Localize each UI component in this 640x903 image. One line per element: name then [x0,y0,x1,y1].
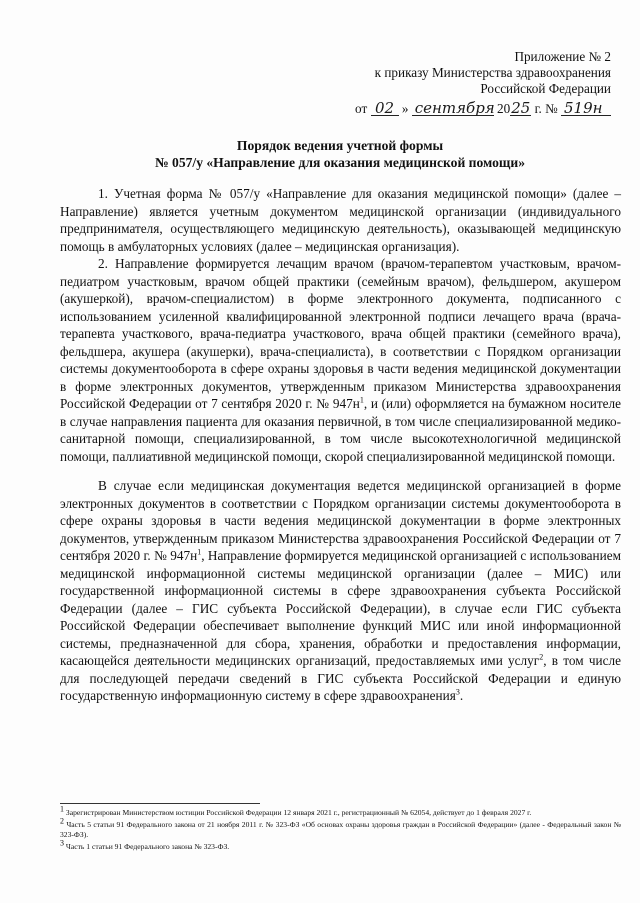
appendix-order-ref: к приказу Министерства здравоохранения [374,65,611,80]
paragraph-1: 1. Учетная форма № 057/у «Направление для оказания медицинской помощи» (далее – Направление) является учетным документом медицинской организации (индивидуального предпринимателя, осуществляющего медицинскую деятельность), оказывающей медицинскую помощь в амбулаторных условиях (далее – медицинская организация). [60,186,621,254]
appendix-header [311,49,611,117]
paragraph-3-text-a: В случае если медицинская документация ведется медицинской организацией в форме электронных документов в соответствии с Порядком организации системы документооборота в сфере охраны здоровья в части ведения медицинской документации в форме электронных документов, утвержденным приказом Министерства здравоохранения Российской Федерации от 7 сентября 2020 г. № 947н [60,478,621,563]
paragraph-3-text-b: , Направление формируется медицинской организацией с использованием медицинской информационной системы медицинской организации (далее – МИС) или государственной информационной системы в сфере здравоохранения субъекта Российской Федерации (далее – ГИС субъекта Российской Федерации), в случае если ГИС субъекта Российской Федерации обеспечивает выполнение функций МИС или иной информационной системы, предназначенной для сбора, хранения, обработки и предоставления информации, касающейся деятельности медицинских организаций, предоставляемых ими услуг [60,548,621,668]
paragraph-3-text-d: . [459,688,464,703]
footnote-3-text: Часть 1 статьи 91 Федерального закона № 323-ФЗ. [65,842,230,851]
handwritten-day: 02 [371,101,399,116]
footnote-1 [60,804,621,818]
footnote-ref-1: 1 [359,395,364,405]
appendix-title: Приложение № 2 [514,49,611,64]
document-body [60,185,621,705]
handwritten-year: 25 [511,99,531,117]
footnote-ref-2: 2 [539,652,544,662]
paragraph-2-text-a: 2. Направление формируется лечащим врачом (врачом-терапевтом участковым, врачом-педиатром участковым, врачом общей практики (семейным врачом), фельдшером, акушером (акушеркой), врачом-специалистом) в форме электронного документа, подписанного с использованием усиленной квалифицированной электронной подписи лечащего врача (врача-терапевта участкового, врача-педиатра участкового, врача общей практики (семейного врача), фельдшера, акушера (акушерки), врача-специалиста), в соответствии с Порядком организации системы документооборота в сфере охраны здоровья в части ведения медицинской документации в форме электронных документов, утвержденным приказом Министерства здравоохранения Российской Федерации от 7 сентября 2020 г. № 947н [60,256,621,411]
year-number-label: г. № [534,101,558,116]
footnote-3 [60,838,621,852]
paragraph-3-text-c: , в том числе для последующей передачи сведений в ГИС субъекта Российской Федерации и единую государственную информационную систему в сфере здравоохранения [60,653,622,703]
title-line-1: Порядок ведения учетной формы [236,138,444,153]
footnote-ref-3: 3 [455,687,460,697]
footnote-2-number: 2 [60,816,64,826]
footnotes [60,804,621,854]
footnote-2 [60,816,621,840]
footnote-1-text: Зарегистрирован Министерством юстиции Российской Федерации 12 января 2021 г., регистрационный № 62054, действует до 1 февраля 2027 г. [65,808,532,817]
document-title [60,137,620,171]
paragraph-2-text-b: , и (или) оформляется на бумажном носителе в случае направления пациента для оказания первичной, в том числе специализированной медико-санитарной помощи, специализированной, в том числе высокотехнологичной медицинской помощи, паллиативной медицинской помощи, скорой специализированной медицинской помощи. [60,396,622,464]
footnote-divider [60,803,260,804]
footnote-2-text: Часть 5 статьи 91 Федерального закона от 21 ноября 2011 г. № 323-ФЗ «Об основах охраны здоровья граждан в Российской Федерации» (далее - Федеральный закон № 323-ФЗ). [60,820,621,839]
date-from-label: от [355,101,368,116]
footnote-ref-1b: 1 [197,547,202,557]
paragraph-2 [60,255,621,465]
date-quote: » [401,101,409,116]
year-prefix: 20 [497,101,511,116]
footnote-3-number: 3 [60,838,64,848]
handwritten-month: сентября [412,101,494,116]
handwritten-order-number: 519н [561,101,611,116]
paragraph-3 [60,477,621,705]
footnote-1-number: 1 [60,804,64,814]
title-line-2: № 057/у «Направление для оказания медицинской помощи» [154,155,526,170]
appendix-date-line [311,101,611,117]
appendix-federation: Российской Федерации [480,81,611,96]
